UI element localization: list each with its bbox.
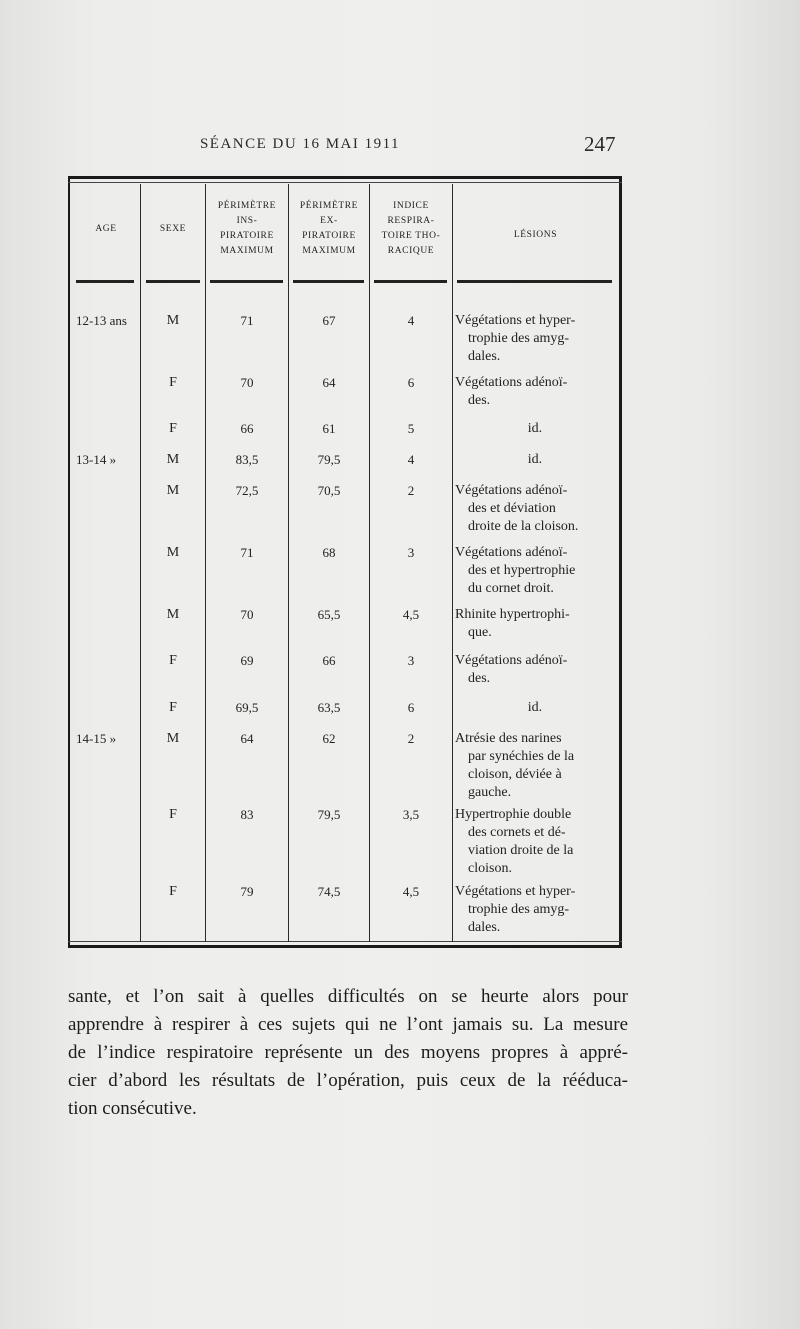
cell-perimetre-expiratoire: 68 — [322, 545, 336, 560]
cell-perimetre-inspiratoire: 70 — [240, 607, 254, 622]
cell-indice: 6 — [407, 700, 415, 715]
lesion-line: dales. — [468, 920, 501, 935]
body-line: de l’indice respiratoire représente un des moyens propres à appré- — [68, 1042, 628, 1063]
lesion-line: id. — [527, 421, 543, 436]
body-line: cier d’abord les résultats de l’opération, puis ceux de la rééduca- — [68, 1070, 628, 1091]
header-rule — [293, 280, 364, 283]
lesion-line: trophie des amyg- — [468, 331, 570, 346]
cell-indice: 6 — [407, 375, 415, 390]
header-line: PÉRIMÈTRE — [217, 201, 277, 211]
cell-age: 13-14 » — [76, 452, 117, 467]
cell-indice: 5 — [407, 421, 415, 436]
header-lesions: LÉSIONS — [513, 230, 558, 240]
cell-perimetre-expiratoire: 66 — [322, 653, 336, 668]
cell-indice: 4,5 — [402, 607, 420, 622]
header-line: INS- — [236, 216, 258, 226]
cell-indice: 3,5 — [402, 807, 420, 822]
cell-perimetre-expiratoire: 79,5 — [317, 452, 341, 467]
cell-perimetre-inspiratoire: 71 — [240, 313, 254, 328]
cell-sexe: F — [169, 807, 177, 822]
cell-sexe: F — [169, 653, 177, 668]
cell-lesions — [455, 420, 615, 438]
cell-perimetre-inspiratoire: 69,5 — [235, 700, 259, 715]
cell-perimetre-expiratoire: 64 — [322, 375, 336, 390]
cell-lesions — [455, 374, 615, 410]
header-line: INDICE — [393, 201, 429, 211]
cell-perimetre-expiratoire: 74,5 — [317, 884, 341, 899]
header-age: AGE — [95, 224, 117, 234]
column-divider — [369, 184, 370, 942]
lesion-line: id. — [527, 452, 543, 467]
cell-perimetre-inspiratoire: 70 — [240, 375, 254, 390]
lesion-line: des. — [468, 393, 491, 408]
lesion-line: Végétations adénoï- — [455, 375, 568, 390]
cell-sexe: F — [169, 375, 177, 390]
cell-perimetre-expiratoire: 65,5 — [317, 607, 341, 622]
cell-indice: 2 — [407, 731, 415, 746]
lesion-line: par synéchies de la — [468, 749, 575, 764]
cell-indice: 2 — [407, 483, 415, 498]
header-rule — [76, 280, 134, 283]
lesion-line: viation droite de la — [468, 843, 574, 858]
header-line: EX- — [320, 216, 338, 226]
lesion-line: Hypertrophie double — [455, 807, 572, 822]
header-line: TOIRE THO- — [381, 231, 441, 241]
lesion-line: que. — [468, 625, 492, 640]
cell-perimetre-expiratoire: 63,5 — [317, 700, 341, 715]
cell-lesions — [455, 312, 615, 366]
body-line: tion consécutive. — [68, 1098, 197, 1119]
cell-indice: 4 — [407, 452, 415, 467]
cell-lesions — [455, 699, 615, 717]
header-perimetre-expiratoire — [289, 199, 369, 259]
header-line: MAXIMUM — [220, 246, 274, 256]
cell-lesions — [455, 883, 615, 937]
header-sexe: SEXE — [159, 224, 187, 234]
cell-sexe: M — [166, 452, 180, 467]
header-indice — [370, 199, 452, 259]
page-number: 247 — [584, 132, 616, 156]
cell-sexe: F — [169, 421, 177, 436]
lesion-line: Végétations adénoï- — [455, 545, 568, 560]
header-rule — [210, 280, 283, 283]
cell-perimetre-inspiratoire: 72,5 — [235, 483, 259, 498]
lesion-line: cloison. — [468, 861, 512, 876]
lesion-line: Végétations et hyper- — [455, 884, 576, 899]
cell-perimetre-inspiratoire: 64 — [240, 731, 254, 746]
lesion-line: Végétations adénoï- — [455, 483, 568, 498]
header-line: PIRATOIRE — [302, 231, 356, 241]
cell-perimetre-inspiratoire: 66 — [240, 421, 254, 436]
cell-perimetre-inspiratoire: 83 — [240, 807, 254, 822]
header-line: RACIQUE — [387, 246, 435, 256]
column-divider — [205, 184, 206, 942]
cell-perimetre-expiratoire: 67 — [322, 313, 336, 328]
column-divider — [140, 184, 141, 942]
lesion-line: cloison, déviée à — [468, 767, 562, 782]
cell-sexe: F — [169, 884, 177, 899]
header-line: RESPIRA- — [387, 216, 435, 226]
cell-lesions — [455, 482, 615, 536]
running-title: SÉANCE DU 16 MAI 1911 — [199, 136, 401, 152]
column-divider — [452, 184, 453, 942]
cell-perimetre-inspiratoire: 83,5 — [235, 452, 259, 467]
lesion-line: id. — [527, 700, 543, 715]
cell-lesions — [455, 606, 615, 642]
cell-perimetre-expiratoire: 62 — [322, 731, 336, 746]
cell-indice: 3 — [407, 653, 415, 668]
header-line: PIRATOIRE — [220, 231, 274, 241]
cell-indice: 4,5 — [402, 884, 420, 899]
cell-sexe: M — [166, 731, 180, 746]
body-line: sante, et l’on sait à quelles difficultés on se heurte alors pour — [68, 986, 628, 1007]
lesion-line: gauche. — [468, 785, 512, 800]
lesion-line: trophie des amyg- — [468, 902, 570, 917]
cell-lesions — [455, 806, 615, 878]
lesion-line: des cornets et dé- — [468, 825, 566, 840]
lesion-line: droite de la cloison. — [468, 519, 579, 534]
cell-lesions — [455, 451, 615, 469]
header-rule — [457, 280, 612, 283]
header-perimetre-inspiratoire — [206, 199, 288, 259]
cell-perimetre-inspiratoire: 69 — [240, 653, 254, 668]
lesion-line: Atrésie des narines — [455, 731, 562, 746]
cell-sexe: M — [166, 483, 180, 498]
cell-perimetre-expiratoire: 79,5 — [317, 807, 341, 822]
lesion-line: des et déviation — [468, 501, 556, 516]
cell-sexe: M — [166, 607, 180, 622]
cell-age: 14-15 » — [76, 731, 117, 746]
lesion-line: du cornet droit. — [468, 581, 554, 596]
cell-sexe: F — [169, 700, 177, 715]
cell-perimetre-expiratoire: 70,5 — [317, 483, 341, 498]
header-rule — [374, 280, 447, 283]
cell-sexe: M — [166, 545, 180, 560]
cell-sexe: M — [166, 313, 180, 328]
column-divider — [288, 184, 289, 942]
header-line: MAXIMUM — [302, 246, 356, 256]
cell-lesions — [455, 544, 615, 598]
body-paragraph — [68, 983, 628, 1123]
lesion-line: Végétations et hyper- — [455, 313, 576, 328]
cell-indice: 4 — [407, 313, 415, 328]
lesion-line: Rhinite hypertrophi- — [455, 607, 570, 622]
cell-perimetre-expiratoire: 61 — [322, 421, 336, 436]
body-line: apprendre à respirer à ces sujets qui ne l’ont jamais su. La mesure — [68, 1014, 628, 1035]
header-rule — [146, 280, 200, 283]
cell-lesions — [455, 652, 615, 688]
cell-indice: 3 — [407, 545, 415, 560]
lesion-line: des et hypertrophie — [468, 563, 576, 578]
cell-lesions — [455, 730, 615, 802]
cell-perimetre-inspiratoire: 71 — [240, 545, 254, 560]
cell-age: 12-13 ans — [76, 313, 127, 328]
lesion-line: Végétations adénoï- — [455, 653, 568, 668]
header-line: PÉRIMÈTRE — [299, 201, 359, 211]
lesion-line: dales. — [468, 349, 501, 364]
lesion-line: des. — [468, 671, 491, 686]
cell-perimetre-inspiratoire: 79 — [240, 884, 254, 899]
